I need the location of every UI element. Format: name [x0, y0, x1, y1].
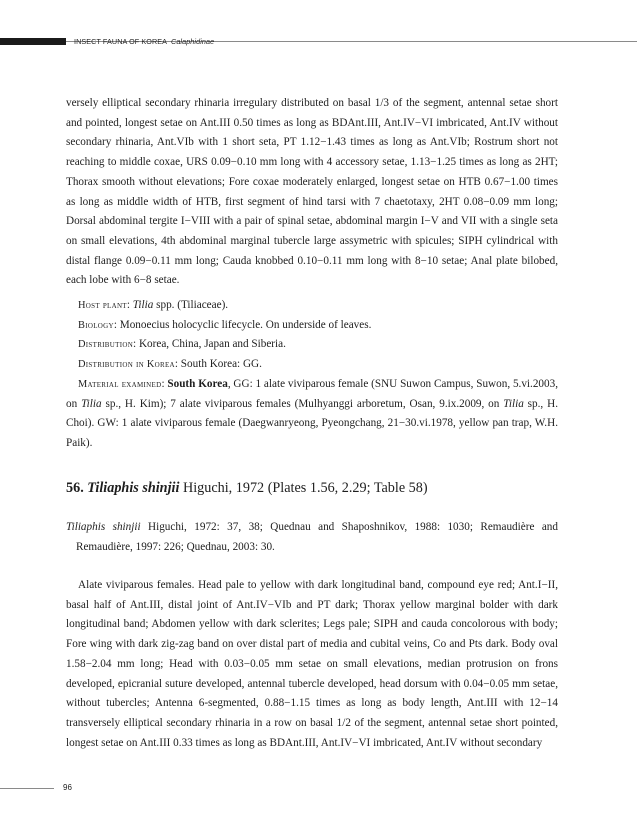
subfamily-title: Calaphidinae	[171, 37, 215, 46]
distribution-line: Distribution: Korea, China, Japan and Siberia.	[78, 338, 286, 351]
species-notes	[66, 296, 558, 454]
material-text-a: , GG: 1 alate viviparous female (SNU Suwon Campus, Suwon, 5.vi.2003, on	[66, 377, 559, 410]
reference-text: Higuchi, 1972: 37, 38; Quednau and Shaposhnikov, 1988: 1030; Remaudière and Remaudière, 1997: 226; Quednau, 2003: 30.	[76, 521, 558, 553]
material-tilia-2: Tilia	[503, 397, 524, 410]
running-header	[74, 37, 214, 46]
species-plates: (Plates 1.56, 2.29; Table 58)	[264, 480, 428, 496]
material-text-c: sp., H. Choi). GW: 1 alate viviparous female (Daegwanryeong, Pyeongchang, 21−30.vi.1978, yellow pan trap, W.H. Paik).	[66, 397, 558, 449]
species-name: Tiliaphis shinjii	[87, 480, 180, 496]
biology-line: Biology: Monoecius holocyclic lifecycle. On underside of leaves.	[78, 318, 372, 331]
material-country: South Korea	[167, 377, 228, 390]
biology-text: Monoecius holocyclic lifecycle. On underside of leaves.	[119, 318, 372, 331]
distribution-label: Distribution	[78, 339, 134, 351]
species-number: 56.	[66, 480, 84, 496]
host-plant-line: Host plant: Tilia spp. (Tiliaceae).	[78, 299, 229, 311]
series-title: INSECT FAUNA OF KOREA	[74, 37, 168, 46]
material-line: Material examined: South Korea, GG: 1 alate viviparous female (SNU Suwon Campus, Suwon, 5.vi.2003, on Tilia sp., H. Kim); 7 alate viviparous females (Mulhyanggi arboretum, Osan, 9.ix.2009, on Tilia sp., H. Choi). GW: 1 alate viviparous female (Daegwanryeong, Pyeongchang, 21−30.vi.1978, yellow pan trap, W.H. Paik).	[66, 377, 559, 449]
synonymy-references	[66, 518, 558, 557]
species-description	[66, 576, 558, 753]
continued-description	[66, 94, 558, 291]
species-heading	[66, 480, 428, 497]
reference-name: Tiliaphis shinjii	[66, 521, 141, 533]
host-plant-label: Host plant	[78, 300, 127, 311]
material-text-b: sp., H. Kim); 7 alate viviparous females (Mulhyanggi arboretum, Osan, 9.ix.2009, on	[101, 397, 504, 410]
species-author: Higuchi, 1972	[179, 480, 265, 496]
material-tilia-1: Tilia	[81, 397, 102, 410]
distribution-korea-text: South Korea: GG.	[180, 358, 262, 371]
host-rest: spp. (Tiliaceae).	[153, 299, 229, 311]
reference-line	[66, 518, 558, 557]
distribution-text: Korea, China, Japan and Siberia.	[138, 338, 286, 351]
page-number: 96	[63, 783, 72, 792]
host-genus: Tilia	[132, 299, 154, 311]
footer-rule	[0, 788, 54, 789]
distribution-korea-line: Distribution in Korea: South Korea: GG.	[78, 358, 262, 371]
header-bar	[0, 38, 66, 45]
material-label: Material examined	[78, 378, 162, 390]
distribution-korea-label: Distribution in Korea	[78, 359, 175, 371]
description-paragraph: Alate viviparous females. Head pale to yellow with dark longitudinal band, compound eye red; Ant.I−II, basal half of Ant.III, distal joint of Ant.IV−VIb and PT dark; Thorax yellow marginal bolder with dark longitudinal band; Abdomen yellow with dark sclerites; Legs pale; SIPH and cauda concolorous with body; Fore wing with dark zig-zag band on over distal part of media and cubital veins, Co and Pts dark. Body oval 1.58−2.04 mm long; Head with 0.03−0.05 mm setae on small elevations, median protrusion on frons developed, epicranial suture developed, antennal tubercle developed, head dorsum with 0.04−0.05 mm setae, without tubercles; Antenna 6-segmented, 0.88−1.15 times as long as body length, Ant.III with 12−14 transversely elliptical secondary rhinaria in a row on basal 1/2 of the segment, antennal setae short pointed, longest setae on Ant.III 0.33 times as long as BDAnt.III, Ant.IV−VI imbricated, Ant.IV without secondary	[66, 579, 558, 749]
biology-label: Biology	[78, 319, 114, 331]
continued-paragraph: versely elliptical secondary rhinaria irregulary distributed on basal 1/3 of the segment, antennal setae short and pointed, longest setae on Ant.III 0.50 times as long as BDAnt.III, Ant.IV−VI imbricated, Ant.IV without secondary rhinaria, Ant.VIb with 1 short seta, PT 1.12−1.43 times as long as Ant.VIb; Rostrum short not reaching to middle coxae, URS 0.09−0.10 mm long with 4 accessory setae, 1.13−1.25 times as long as 2HT; Thorax smooth without elevations; Fore coxae moderately enlarged, longest setae on HTB 0.67−1.00 times as long as middle width of HTB, first segment of hind tarsi with 7 chaetotaxy, 2HT 0.08−0.09 mm long; Dorsal abdominal tergite I−VIII with a pair of spinal setae, abdominal margin I−V and VII with a single seta on small elevations, 4th abdominal marginal tubercle large assymetric with spicules; SIPH cylindrical with distal flange 0.09−0.11 mm long; Cauda knobbed 0.10−0.11 mm long with 8−10 setae; Anal plate bilobed, each lobe with 6−8 setae.	[66, 97, 558, 287]
